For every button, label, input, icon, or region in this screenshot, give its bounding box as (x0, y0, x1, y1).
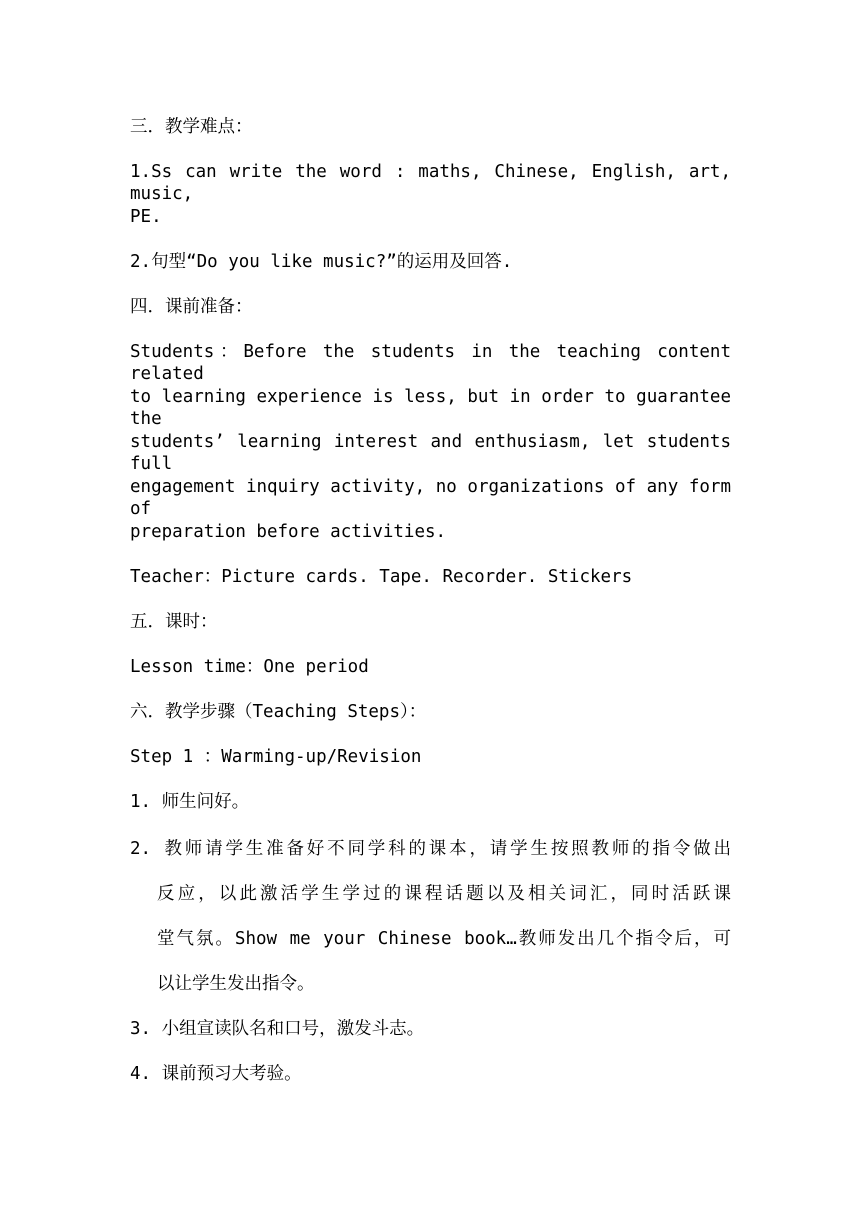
section-heading-steps: 六．教学步骤（Teaching Steps）： (130, 702, 427, 722)
difficulty-1-line-2: PE. (130, 207, 162, 227)
list-item-2-line-4: 以让学生发出指令。 (157, 974, 315, 994)
teacher-materials: Teacher：Picture cards. Tape. Recorder. Stickers (130, 567, 633, 587)
step-1-title: Step 1 ：Warming-up/Revision (130, 747, 422, 767)
list-item-2-line-2: 反应，以此激活学生学过的课程话题以及相关词汇，同时活跃课 (157, 884, 731, 904)
list-item-1: 1. 师生问好。 (130, 792, 250, 812)
list-item-3: 3. 小组宣读队名和口号，激发斗志。 (130, 1019, 425, 1039)
section-heading-difficulties: 三．教学难点： (130, 117, 253, 137)
list-item-4: 4. 课前预习大考验。 (130, 1064, 302, 1084)
students-line-5: preparation before activities. (130, 522, 447, 542)
section-heading-preparation: 四．课前准备： (130, 297, 253, 317)
difficulty-2: 2.句型“Do you like music?”的运用及回答. (130, 252, 513, 272)
section-heading-lesson-time: 五．课时： (130, 612, 218, 632)
students-line-2: to learning experience is less, but in order to guarantee the (130, 387, 731, 429)
difficulty-1-line-1: 1.Ss can write the word : maths, Chinese, English, art, music, (130, 162, 731, 204)
students-line-4: engagement inquiry activity, no organizations of any form of (130, 477, 731, 519)
list-item-2-line-1: 2. 教师请学生准备好不同学科的课本，请学生按照教师的指令做出 (130, 839, 731, 859)
list-item-2-line-3: 堂气氛。Show me your Chinese book…教师发出几个指令后，可 (157, 929, 731, 949)
students-line-1: Students：Before the students in the teaching content related (130, 342, 731, 384)
lesson-time: Lesson time：One period (130, 657, 369, 677)
students-line-3: students’ learning interest and enthusiasm, let students full (130, 432, 731, 474)
